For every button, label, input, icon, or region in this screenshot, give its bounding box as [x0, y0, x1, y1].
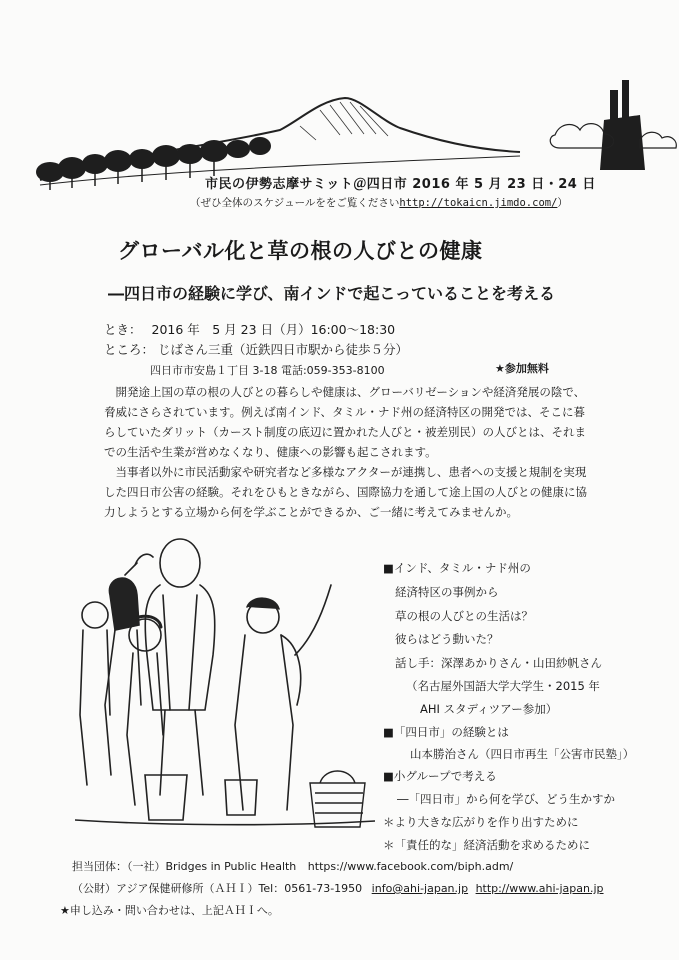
program-s3-title: ■小グループで考える — [383, 769, 497, 783]
program-s1-line3: 草の根の人びとの生活は？ — [395, 609, 533, 623]
footer-org1-link[interactable]: https://www.facebook.com/biph.adm/ — [307, 860, 514, 873]
footer-org1-label: 担当団体：（一社）Bridges in Public Health — [72, 860, 297, 873]
program-s1-line2: 経済特区の事例から — [395, 585, 499, 599]
schedule-note-close: ） — [557, 197, 568, 209]
summit-line: 市民の伊勢志摩サミット＠四日市 2016 年 5 月 23 日・24 日 — [205, 177, 596, 192]
program-s1-line4: 彼らはどう動いた？ — [395, 632, 499, 646]
footer-org1 — [72, 858, 513, 874]
footer-org2-label: （公財）アジア保健研修所（ＡＨＩ）Tel：0561-73-1950 — [72, 882, 363, 895]
description — [104, 382, 594, 522]
program-s1-speaker: 話し手：深澤あかりさん・山田紗帆さん — [395, 656, 602, 670]
crowd-illustration — [75, 535, 375, 840]
date-row — [104, 320, 395, 338]
description-paragraph-2: 当事者以外に市民活動家や研究者など多様なアクターが連携し、患者への支援と規制を実現した四日市公害の経験。それをひもときながら、国際協力を通して途上国の人びとの健康に協力しようとする立場から何を学ぶことができるか、ご一緒に考えてみませんか。 — [104, 465, 587, 519]
footer-org2-link[interactable]: http://www.ahi-japan.jp — [475, 882, 604, 895]
event-subtitle: ―四日市の経験に学び、南インドで起こっていることを考える — [108, 284, 556, 303]
schedule-note — [190, 195, 568, 210]
program-s2-title: ■「四日市」の経験とは — [383, 725, 509, 739]
program-s2-speaker: 山本勝治さん（四日市再生「公害市民塾」） — [410, 747, 635, 761]
place-label: ところ： — [104, 342, 155, 357]
program-s1-affiliation-1: （名古屋外国語大学大学生・2015 年 — [406, 679, 600, 693]
program-s3-line3: ＊より大きな広がりを作り出すために — [383, 815, 579, 829]
program-s3-line4: ＊「責任的な」経済活動を求めるために — [383, 838, 590, 852]
program-s3-line2: ―「四日市」から何を学び、どう生かすか — [397, 792, 616, 806]
date-value: 2016 年 5 月 23 日（月）16:00～18:30 — [151, 322, 396, 337]
place-row — [104, 340, 408, 358]
footer-org2 — [72, 880, 604, 896]
free-admission: ★参加無料 — [495, 362, 549, 375]
event-title: グローバル化と草の根の人びとの健康 — [118, 239, 483, 263]
footer-contact: ★申し込み・問い合わせは、上記ＡＨＩへ。 — [60, 904, 279, 917]
program-s1-title: ■インド、タミル・ナド州の — [383, 561, 531, 575]
footer-email-link[interactable]: info@ahi-japan.jp — [371, 882, 469, 895]
date-label: とき： — [104, 322, 142, 337]
program-s1-affiliation-2: AHI スタディツアー参加） — [420, 702, 558, 716]
description-paragraph-1: 開発途上国の草の根の人びとの暮らしや健康は、グローバリゼーションや経済発展の陰で、脅威にさらされています。例えば南インド、タミル・ナド州の経済特区の開発では、そこに暮らしていたダリット（カースト制度の底辺に置かれた人びと・被差別民）の人びとは、それまでの生活や生業が営めなくなり、健康への影響も起こされます。 — [104, 385, 586, 459]
schedule-note-text: （ぜひ全体のスケジュールををご覧ください — [190, 197, 400, 209]
address: 四日市市安島１丁目 3-18 電話:059-353-8100 — [150, 364, 385, 377]
schedule-link[interactable]: http://tokaicn.jimdo.com/ — [399, 197, 558, 209]
place-value: じばさん三重（近鉄四日市駅から徒歩５分） — [158, 342, 409, 357]
